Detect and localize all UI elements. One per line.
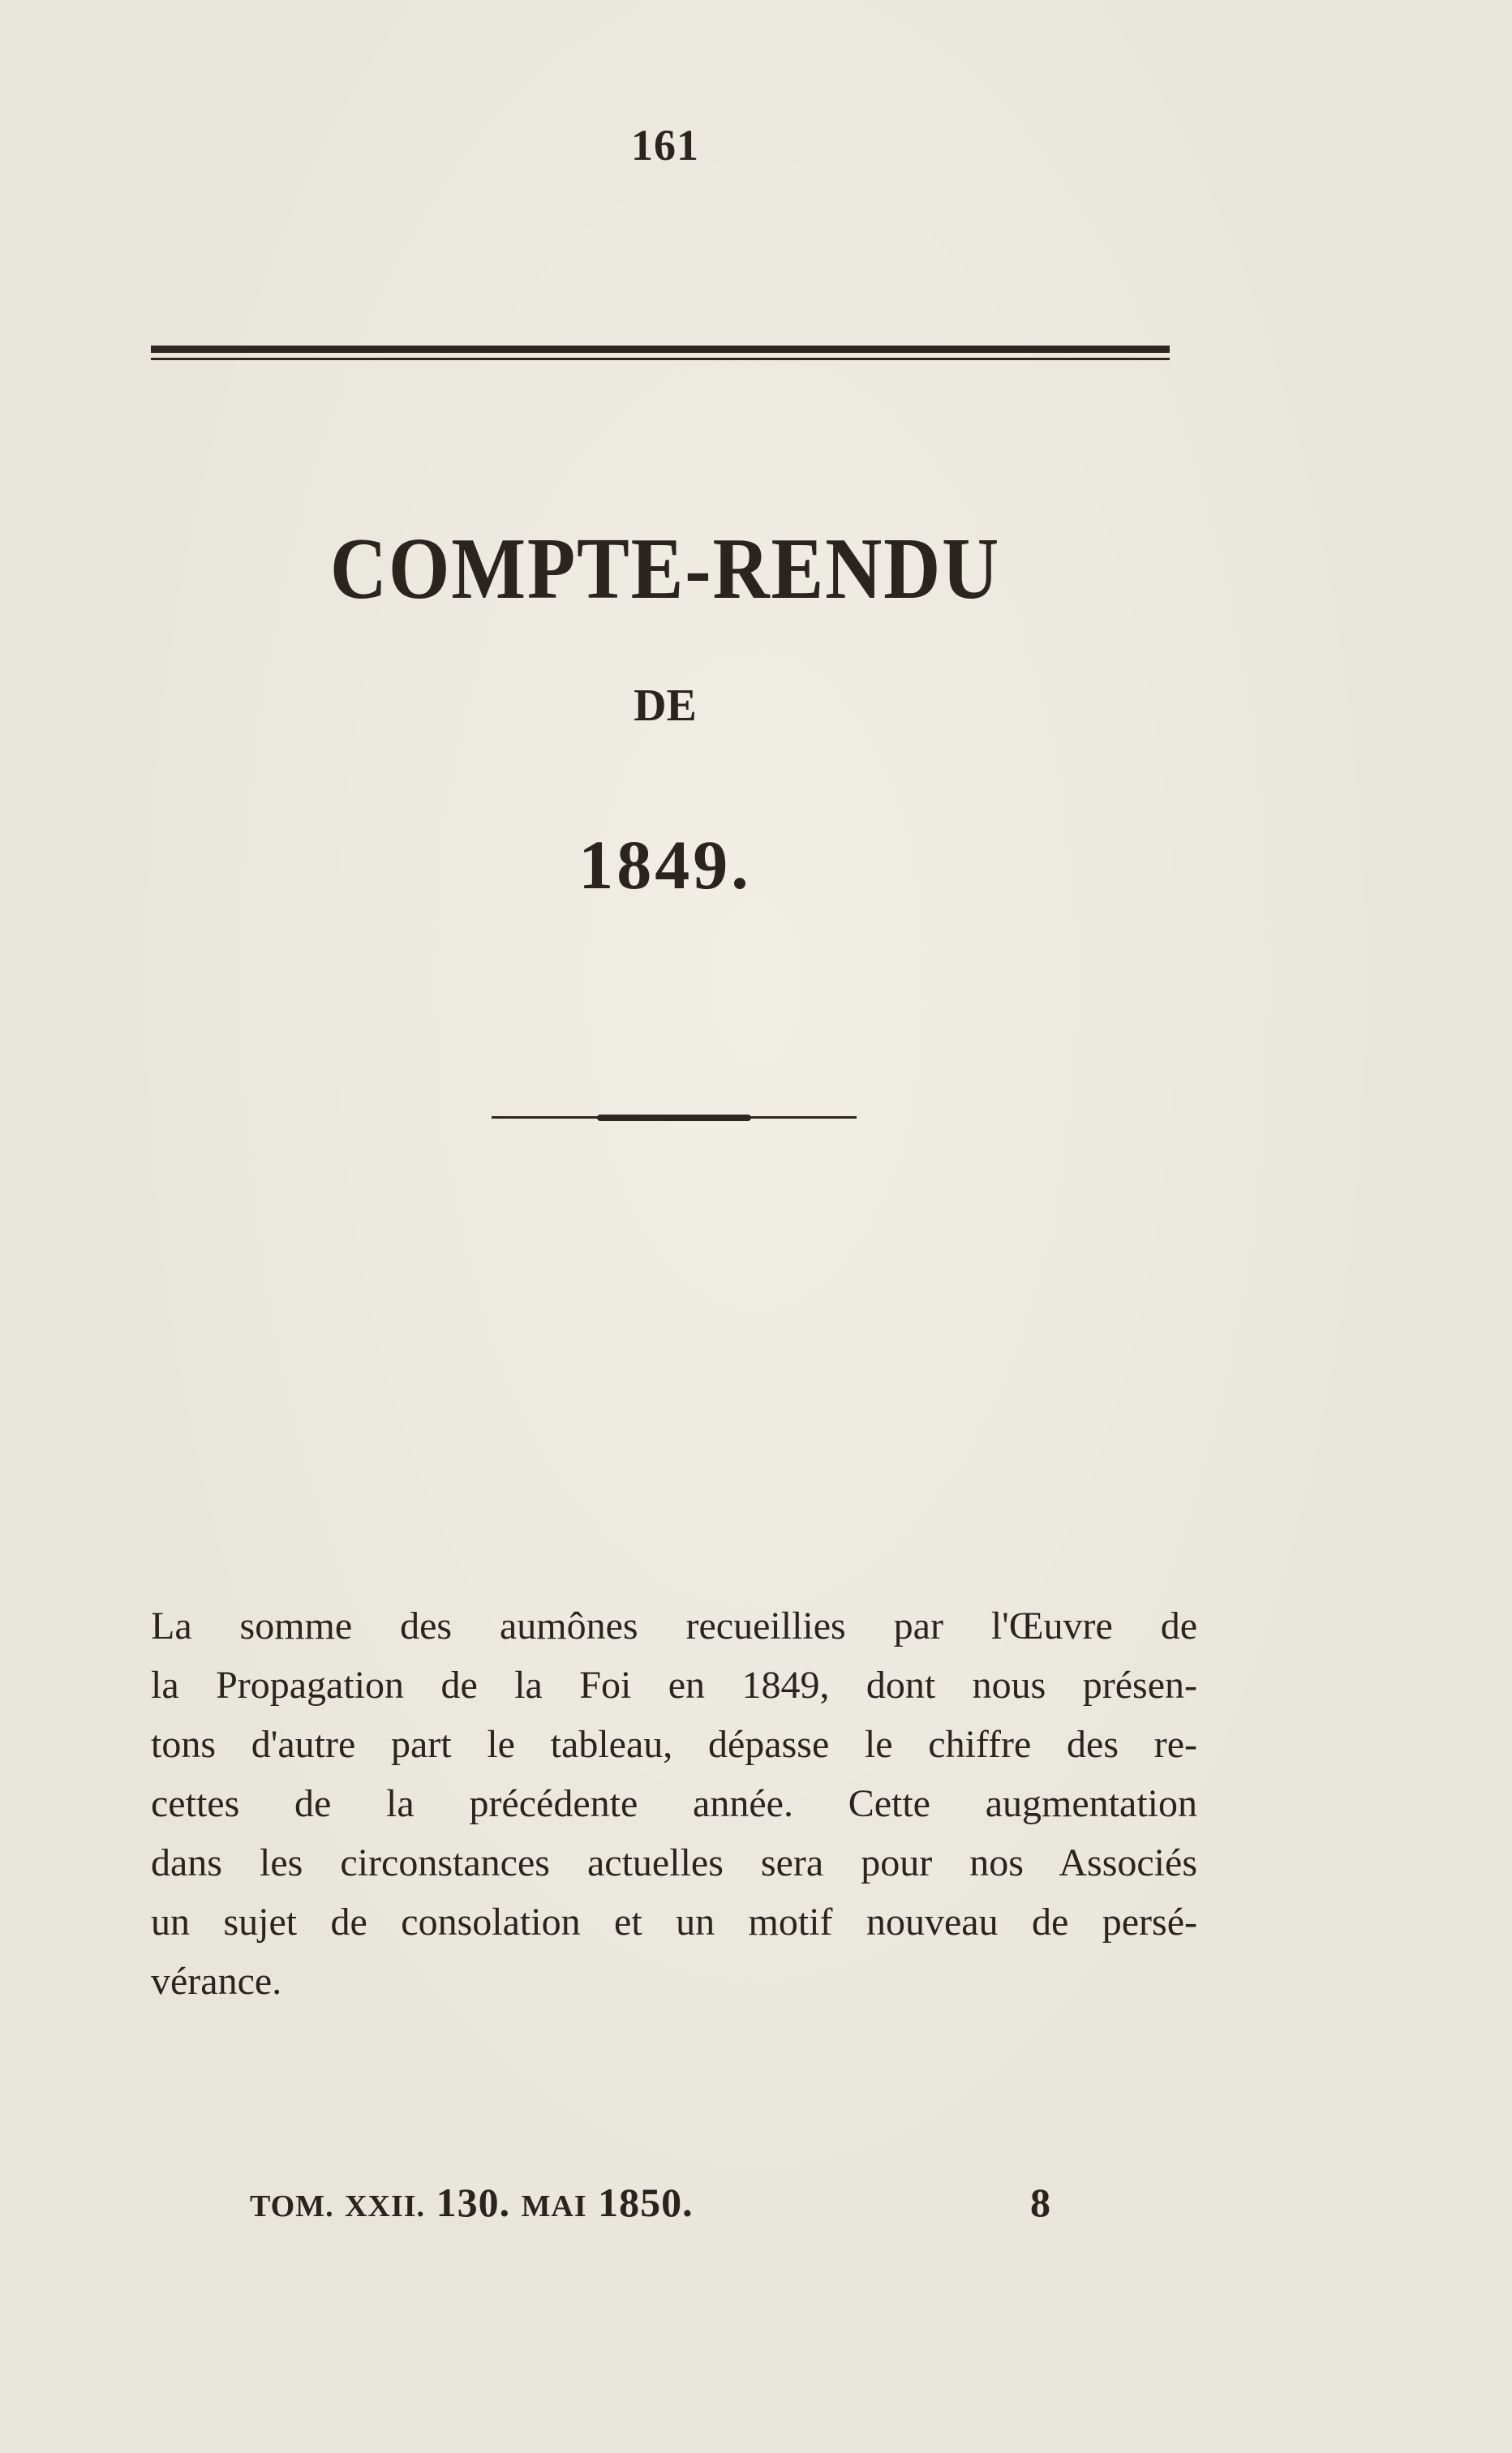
header-rule-thin xyxy=(151,358,1170,360)
footer-month: MAI xyxy=(521,2189,587,2223)
paragraph-line: un sujet de consolation et un motif nouveau de persé- xyxy=(151,1901,1197,1944)
header-rule-thick xyxy=(151,346,1170,353)
section-divider xyxy=(492,1115,857,1121)
page-number: 161 xyxy=(631,121,699,170)
title-preposition: DE xyxy=(634,681,697,731)
body-paragraph xyxy=(151,1596,1197,2011)
paragraph-line: dans les circonstances actuelles sera pour nos Associés xyxy=(151,1841,1197,1884)
volume-reference xyxy=(250,2179,694,2226)
paragraph-line: vérance. xyxy=(151,1960,282,2003)
paragraph-line: la Propagation de la Foi en 1849, dont nous présen- xyxy=(151,1664,1197,1707)
paragraph-line: La somme des aumônes recueillies par l'Œuvre de xyxy=(151,1605,1197,1648)
title-year: 1849. xyxy=(578,826,752,904)
footer-issue: 130. xyxy=(436,2180,511,2225)
paragraph-line: cettes de la précédente année. Cette augmentation xyxy=(151,1782,1197,1825)
footer-volume: XXII. xyxy=(345,2189,426,2223)
page-title: COMPTE-RENDU xyxy=(329,521,1001,617)
footer-year: 1850. xyxy=(598,2180,694,2225)
paragraph-line: tons d'autre part le tableau, dépasse le chiffre des re- xyxy=(151,1723,1197,1766)
footer-signature-line xyxy=(250,2179,1061,2236)
signature-mark: 8 xyxy=(1030,2180,1050,2225)
header-double-rule xyxy=(151,346,1170,363)
divider-swell xyxy=(597,1115,751,1121)
footer-tom: TOM. xyxy=(250,2189,334,2223)
